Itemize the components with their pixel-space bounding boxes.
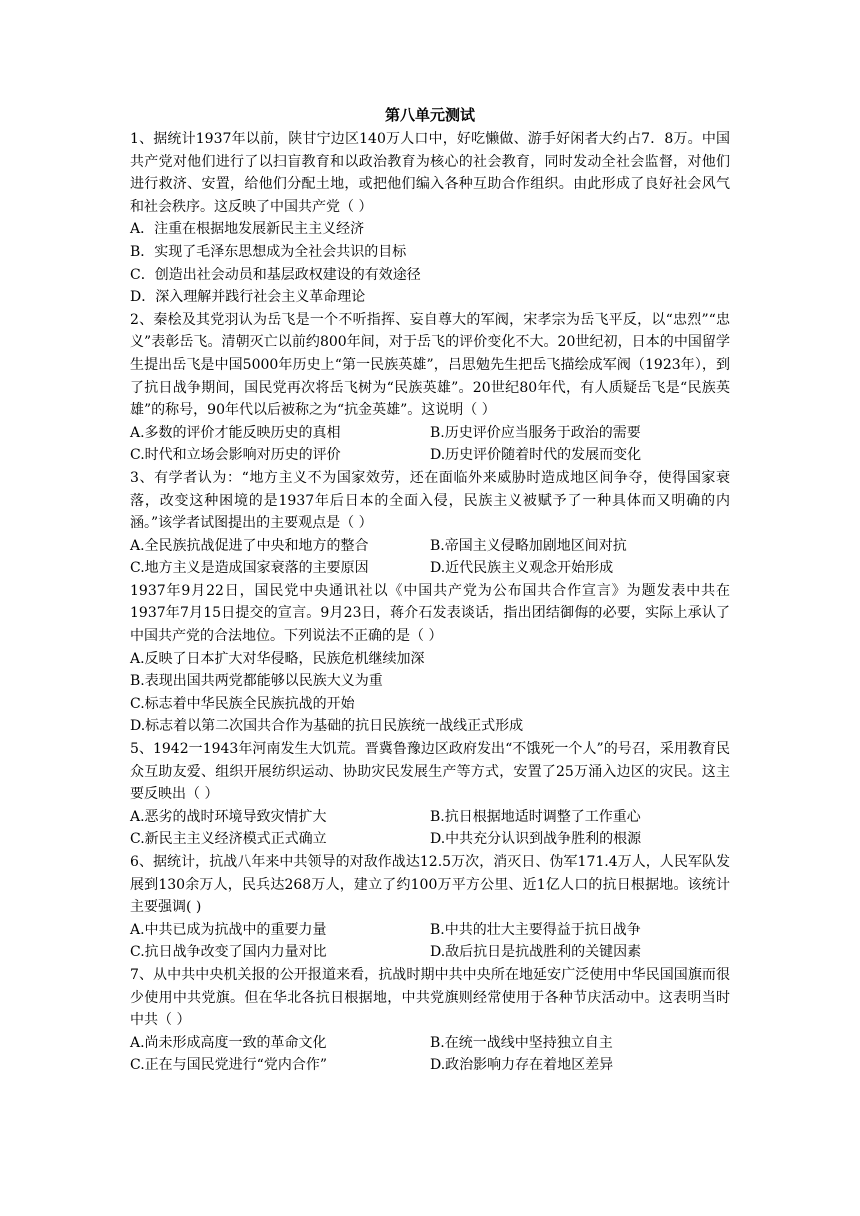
- option-c: C．创造出社会动员和基层政权建设的有效途径: [130, 266, 421, 283]
- option-row: [130, 1032, 730, 1055]
- option-row: [130, 806, 730, 829]
- option-b: B.历史评价应当服务于政治的需要: [430, 424, 641, 441]
- option-c: C.地方主义是造成国家衰落的主要原因: [130, 560, 369, 577]
- option-d: D.标志着以第二次国共合作为基础的抗日民族统一战线正式形成: [130, 718, 524, 735]
- option-a: A.恶劣的战时环境导致灾情扩大: [130, 808, 327, 825]
- option-b: B.在统一战线中坚持独立自主: [430, 1034, 613, 1051]
- option-b: B.抗日根据地适时调整了工作重心: [430, 808, 641, 825]
- question-4: [130, 580, 730, 738]
- option-c: C.标志着中华民族全民族抗战的开始: [130, 695, 355, 712]
- option-b: B.中共的壮大主要得益于抗日战争: [430, 921, 641, 938]
- question-5: [130, 738, 730, 851]
- option-b: B．实现了毛泽东思想成为全社会共识的目标: [130, 243, 407, 260]
- question-3: [130, 467, 730, 580]
- option-c: C.时代和立场会影响对历史的评价: [130, 447, 341, 464]
- option-row: [130, 828, 730, 851]
- option-row: [130, 919, 730, 942]
- page-title: 第八单元测试: [384, 106, 475, 124]
- option-d: D.中共充分认识到战争胜利的根源: [430, 831, 642, 848]
- question-stem: 2、秦桧及其党羽认为岳飞是一个不听指挥、妄自尊大的军阀，宋孝宗为岳飞平反，以“忠烈”“忠义”表彰岳飞。清朝灭亡以前约800年间，对于岳飞的评价变化不大。20世纪初，日本的中国留学生提出岳飞是中国5000年历史上“第一民族英雄”，吕思勉先生把岳飞描绘成军阀（1923年），到了抗日战争期间，国民党再次将岳飞树为“民族英雄”。20世纪80年代，有人质疑岳飞是“民族英雄”的称号，90年代以后被称之为“抗金英雄”。这说明（ ）: [130, 311, 730, 419]
- question-7: [130, 964, 730, 1077]
- option-row: [130, 941, 730, 964]
- option-d: D.近代民族主义观念开始形成: [430, 560, 614, 577]
- question-stem: 1937年9月22日，国民党中央通讯社以《中国共产党为公布国共合作宣言》为题发表中共在1937年7月15日提交的宣言。9月23日，蒋介石发表谈话，指出团结御侮的必要，实际上承认了中国共产党的合法地位。下列说法不正确的是（ ）: [130, 582, 730, 645]
- option-b: B.表现出国共两党都能够以民族大义为重: [130, 673, 383, 690]
- question-stem: 6、据统计，抗战八年来中共领导的对敌作战达12.5万次，消灭日、伪军171.4万人，人民军队发展到130余万人，民兵达268万人，建立了约100万平方公里、近1亿人口的抗日根据地。该统计主要强调( ): [130, 854, 730, 916]
- question-6: [130, 851, 730, 964]
- option-row: [130, 444, 730, 467]
- option-row: [130, 557, 730, 580]
- option-c: C.新民主主义经济模式正式确立: [130, 831, 327, 848]
- option-c: C.抗日战争改变了国内力量对比: [130, 944, 327, 961]
- option-d: D．深入理解并践行社会主义革命理论: [130, 289, 366, 306]
- question-stem: 7、从中共中央机关报的公开报道来看，抗战时期中共中央所在地延安广泛使用中华民国国旗而很少使用中共党旗。但在华北各抗日根据地，中共党旗则经常使用于各种节庆活动中。这表明当时中共（ ）: [130, 966, 730, 1029]
- question-stem: 1、据统计1937年以前，陕甘宁边区140万人口中，好吃懒做、游手好闲者大约占7．8万。中国共产党对他们进行了以扫盲教育和以政治教育为核心的社会教育，同时发动全社会监督，对他们进行救济、安置，给他们分配土地，或把他们编入各种互助合作组织。由此形成了良好社会风气和社会秩序。这反映了中国共产党（ ）: [130, 131, 730, 215]
- question-stem: 3、有学者认为：“地方主义不为国家效劳，还在面临外来威胁时造成地区间争夺，使得国家衰落，改变这种困境的是1937年后日本的全面入侵，民族主义被赋予了一种具体而又明确的内涵。”该学者试图提出的主要观点是（ ）: [130, 469, 730, 532]
- option-a: A.尚未形成高度一致的革命文化: [130, 1034, 327, 1051]
- option-a: A．注重在根据地发展新民主主义经济: [130, 221, 365, 238]
- option-b: B.帝国主义侵略加剧地区间对抗: [430, 537, 627, 554]
- option-row: [130, 422, 730, 445]
- question-2: [130, 309, 730, 467]
- option-d: D.历史评价随着时代的发展而变化: [430, 447, 642, 464]
- option-a: A.多数的评价才能反映历史的真相: [130, 424, 341, 441]
- option-d: D.政治影响力存在着地区差异: [430, 1057, 614, 1074]
- option-a: A.反映了日本扩大对华侵略，民族危机继续加深: [130, 650, 425, 667]
- option-d: D.敌后抗日是抗战胜利的关键因素: [430, 944, 642, 961]
- option-row: [130, 1054, 730, 1077]
- option-a: A.全民族抗战促进了中央和地方的整合: [130, 537, 369, 554]
- question-stem: 5、1942一1943年河南发生大饥荒。晋冀鲁豫边区政府发出“不饿死一个人”的号召，采用教育民众互助友爱、组织开展纺织运动、协助灾民发展生产等方式，安置了25万涌入边区的灾民。这主要反映出（ ）: [130, 741, 730, 803]
- question-1: [130, 128, 730, 309]
- question-list: [130, 128, 730, 1077]
- option-a: A.中共已成为抗战中的重要力量: [130, 921, 327, 938]
- option-c: C.正在与国民党进行“党内合作”: [130, 1057, 327, 1074]
- option-row: [130, 535, 730, 558]
